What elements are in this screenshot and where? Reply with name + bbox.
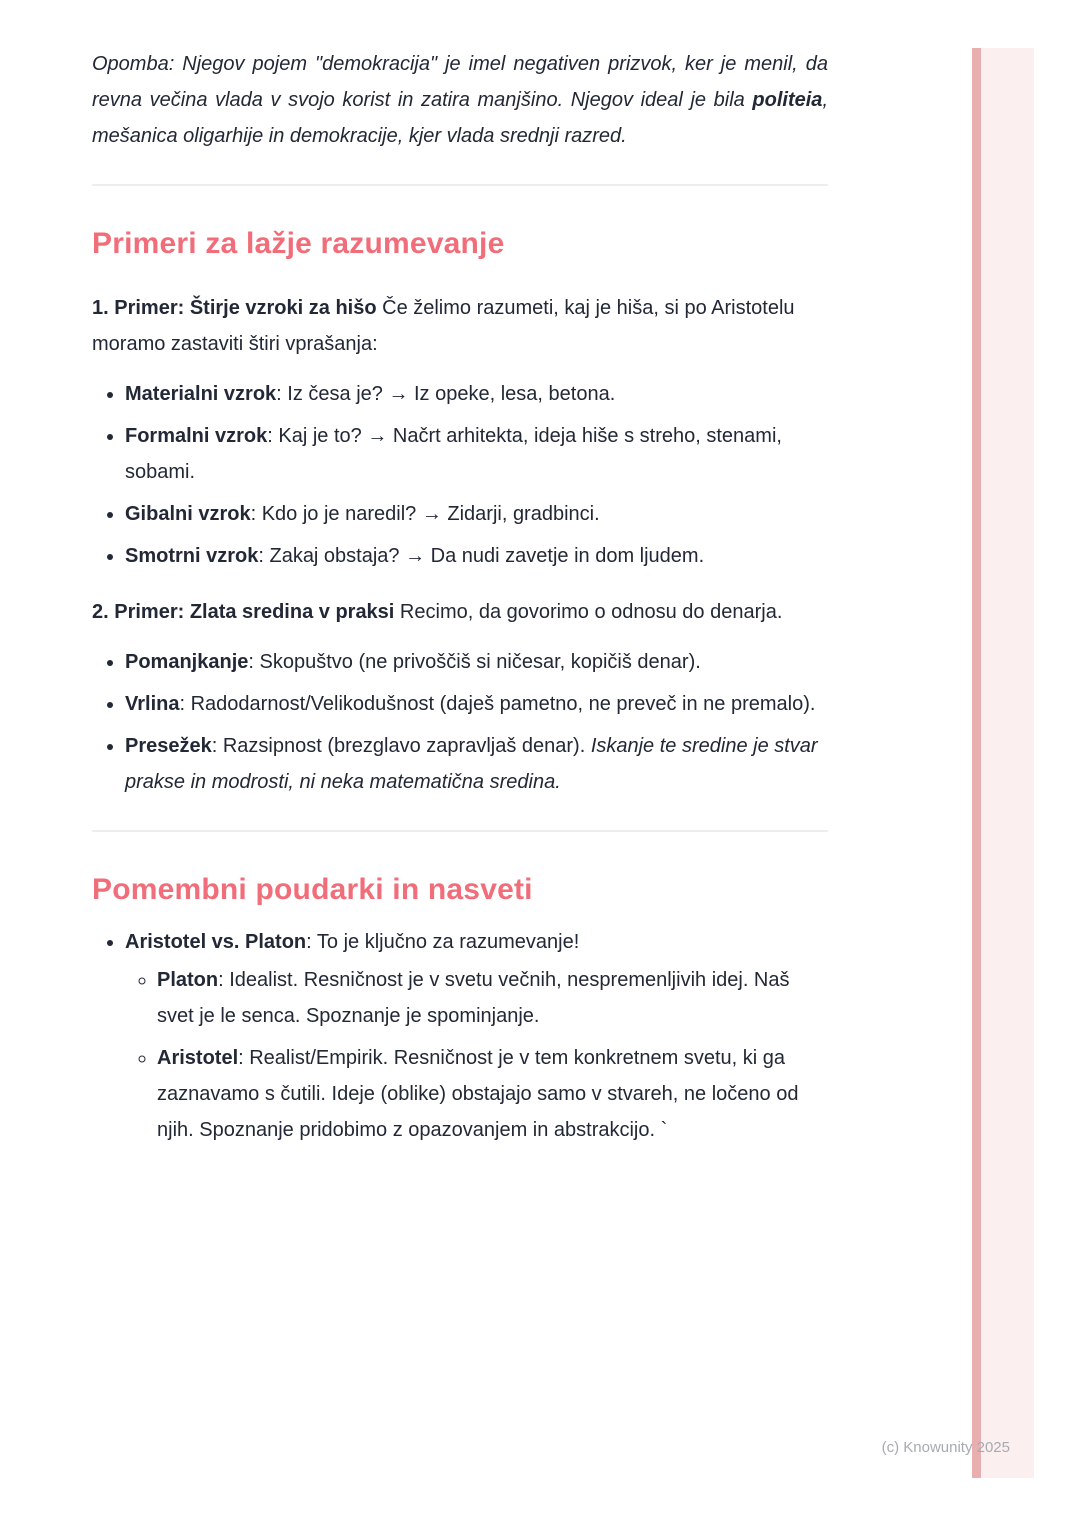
list-item-text: : To je ključno za razumevanje! <box>306 931 580 953</box>
list-item-text: : Razsipnost (brezglavo zapravljaš denar). <box>211 735 591 757</box>
list-item-text: : Zakaj obstaja? → Da nudi zavetje in dom ljudem. <box>258 545 705 567</box>
example1-lead: 1. Primer: Štirje vzroki za hišo <box>92 297 377 319</box>
note-paragraph <box>92 46 828 154</box>
highlights-list <box>92 924 828 1148</box>
accent-bar-line <box>972 48 981 1478</box>
sublist-item-platon <box>157 962 828 1034</box>
list-item-materialni-vzrok <box>125 376 828 412</box>
list-item-text: : Radodarnost/Velikodušnost (daješ pametno, ne preveč in ne premalo). <box>179 693 816 715</box>
example2-lead: 2. Primer: Zlata sredina v praksi <box>92 601 395 623</box>
list-item-presezek <box>125 728 828 800</box>
list-item-text: : Skopuštvo (ne privoščiš si ničesar, kopičiš denar). <box>248 651 701 673</box>
list-item-term: Materialni vzrok <box>125 383 277 405</box>
sublist-item-text: : Idealist. Resničnost je v svetu večnih, nespremenljivih idej. Naš svet je le senca. Spoznanje je spominjanje. <box>157 969 790 1027</box>
list-item-term: Presežek <box>125 735 212 757</box>
sublist-item-text: : Realist/Empirik. Resničnost je v tem konkretnem svetu, ki ga zaznavamo s čutili. Ideje (oblike) obstajajo samo v stvareh, ne ločeno od njih. Spoznanje pridobimo z opazovanjem in abstrakcijo. ` <box>157 1047 799 1141</box>
list-item-pomanjkanje <box>125 644 828 680</box>
page-accent-bar <box>972 48 1034 1478</box>
sublist-item-term: Aristotel <box>157 1047 239 1069</box>
example1-paragraph <box>92 290 828 362</box>
example2-text: Recimo, da govorimo o odnosu do denarja. <box>394 601 783 623</box>
list-item-smotrni-vzrok <box>125 538 828 574</box>
note-text-start: Opomba: Njegov pojem "demokracija" je imel negativen prizvok, ker je menil, da revna večina vlada v svojo korist in zatira manjšino. Njegov ideal je bila <box>92 53 828 111</box>
list-item-gibalni-vzrok <box>125 496 828 532</box>
list-item-italic-note: Iskanje te sredine je stvar prakse in modrosti, ni neka matematična sredina. <box>125 735 818 793</box>
section-divider <box>92 184 828 186</box>
section-title-highlights: Pomembni poudarki in nasveti <box>92 873 533 906</box>
list-item-term: Gibalni vzrok <box>125 503 251 525</box>
list-item-text: : Kaj je to? → Načrt arhitekta, ideja hiše s streho, stenami, sobami. <box>125 425 782 483</box>
document-content <box>92 46 828 1154</box>
note-bold-term: politeia <box>752 89 823 111</box>
sublist-item-aristotel <box>157 1040 828 1148</box>
list-item-term: Smotrni vzrok <box>125 545 259 567</box>
list-item-vrlina <box>125 686 828 722</box>
golden-mean-list <box>92 644 828 800</box>
note-text-end: , mešanica oligarhije in demokracije, kjer vlada srednji razred. <box>92 89 828 147</box>
example1-text: Če želimo razumeti, kaj je hiša, si po Aristotelu moramo zastaviti štiri vprašanja: <box>92 297 795 355</box>
list-item-text: : Iz česa je? → Iz opeke, lesa, betona. <box>276 383 616 405</box>
list-item-aristotel-vs-platon <box>125 924 828 1148</box>
list-item-term: Formalni vzrok <box>125 425 268 447</box>
list-item-term: Vrlina <box>125 693 180 715</box>
section-title-examples: Primeri za lažje razumevanje <box>92 227 505 260</box>
list-item-term: Pomanjkanje <box>125 651 249 673</box>
list-item-formalni-vzrok <box>125 418 828 490</box>
list-item-term: Aristotel vs. Platon <box>125 931 307 953</box>
accent-bar-fill <box>981 48 1034 1478</box>
sublist-item-term: Platon <box>157 969 219 991</box>
comparison-sublist <box>125 962 828 1148</box>
footer-copyright: (c) Knowunity 2025 <box>881 1439 1010 1456</box>
causes-list <box>92 376 828 574</box>
section-divider <box>92 830 828 832</box>
example2-paragraph <box>92 594 828 630</box>
list-item-text: : Kdo jo je naredil? → Zidarji, gradbinci. <box>250 503 600 525</box>
